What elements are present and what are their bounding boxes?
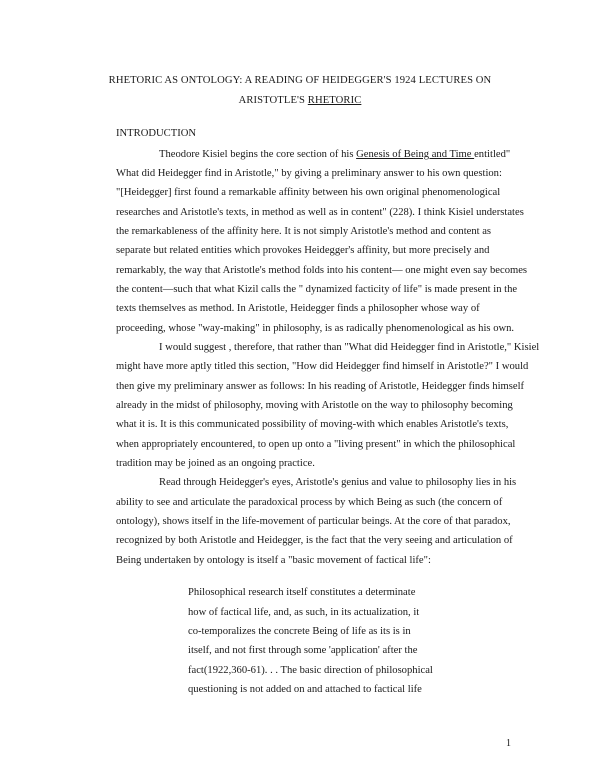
paragraph-3-line: recognized by both Aristotle and Heidegger, is the fact that the very seeing and articulation of <box>116 535 513 546</box>
title-line-1: RHETORIC AS ONTOLOGY: A READING OF HEIDEGGER'S 1924 LECTURES ON <box>108 75 492 86</box>
paragraph-1-line-1 <box>159 148 510 161</box>
paragraph-3-line: ontology), shows itself in the life-movement of particular beings. At the core of that paradox, <box>116 516 511 527</box>
paragraph-1-line: separate but related entities which provokes Heidegger's affinity, but more precisely and <box>116 245 490 256</box>
block-quote-line: fact(1922,360-61). . . The basic direction of philosophical <box>188 665 433 676</box>
paragraph-1-line: the content—such that what Kizil calls the " dynamized facticity of life" is made present in the <box>116 284 518 295</box>
paragraph-3-line: ability to see and articulate the paradoxical process by which Being as such (the concern of <box>116 497 503 508</box>
title-rhetoric-underlined: RHETORIC <box>307 95 362 106</box>
book-title-underlined: Genesis of Being and Time <box>356 149 475 160</box>
paragraph-2-line: might have more aptly titled this section, "How did Heidegger find himself in Aristotle?" I would <box>116 361 529 372</box>
block-quote-line: co-temporalizes the concrete Being of life as its is in <box>188 626 411 637</box>
paragraph-2-line: what it is. It is this communicated possibility of moving-with which enables Aristotle's texts, <box>116 419 509 430</box>
title-line-2 <box>0 95 600 106</box>
paragraph-1-line: proceeding, whose "way-making" in philosophy, is as radically phenomenological as his own. <box>116 323 515 334</box>
paragraph-1-line: "[Heidegger] first found a remarkable affinity between his own original phenomenological <box>116 187 501 198</box>
p1-line1-prefix: Theodore Kisiel begins the core section of his <box>159 149 357 160</box>
title-line-2-prefix: ARISTOTLE'S <box>238 95 308 106</box>
p1-line1-suffix: entitled" <box>474 149 511 160</box>
paragraph-2-line: tradition may be joined as an ongoing practice. <box>116 458 315 469</box>
page-number: 1 <box>506 738 511 749</box>
paragraph-2-line: when appropriately encountered, to open up onto a "living present" in which the philosophical <box>116 439 516 450</box>
block-quote-line: Philosophical research itself constitutes a determinate <box>188 587 416 598</box>
paragraph-1-line: remarkably, the way that Aristotle's method folds into his content— one might even say becomes <box>116 265 528 276</box>
paragraph-2-line: then give my preliminary answer as follows: In his reading of Aristotle, Heidegger finds himself <box>116 381 525 392</box>
block-quote-line: questioning is not added on and attached to factical life <box>188 684 422 695</box>
paragraph-1-line: texts themselves as method. In Aristotle, Heidegger finds a philosopher whose way of <box>116 303 480 314</box>
paragraph-2-line: already in the midst of philosophy, moving with Aristotle on the way to philosophy becoming <box>116 400 513 411</box>
paragraph-2-line: I would suggest , therefore, that rather than "What did Heidegger find in Aristotle," Kisiel <box>159 342 540 353</box>
block-quote-line: how of factical life, and, as such, in its actualization, it <box>188 607 420 618</box>
paragraph-1-line: the remarkableness of the affinity here. It is not simply Aristotle's method and content as <box>116 226 492 237</box>
paragraph-3-line: Being undertaken by ontology is itself a "basic movement of factical life": <box>116 555 431 566</box>
paragraph-3-line: Read through Heidegger's eyes, Aristotle's genius and value to philosophy lies in his <box>159 477 517 488</box>
paragraph-1-line: What did Heidegger find in Aristotle," by giving a preliminary answer to his own question: <box>116 168 502 179</box>
block-quote-line: itself, and not first through some 'application' after the <box>188 645 418 656</box>
paragraph-1-line: researches and Aristotle's texts, in method as well as in content" (228). I think Kisiel understates <box>116 207 524 218</box>
section-heading: INTRODUCTION <box>116 128 197 139</box>
